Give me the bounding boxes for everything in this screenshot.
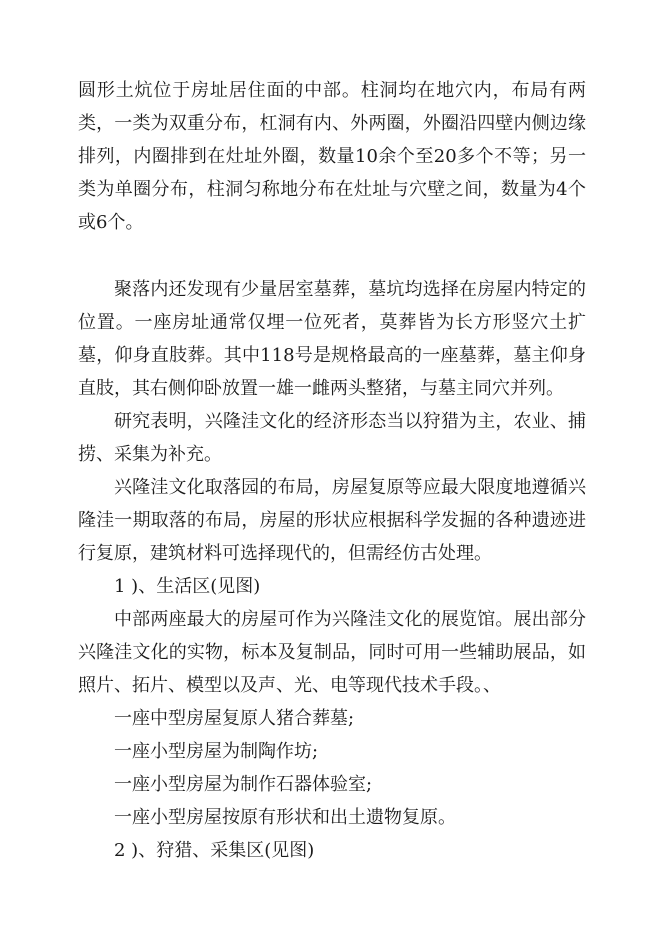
list-item-pottery-workshop: 一座小型房屋为制陶作坊; <box>114 741 319 762</box>
document-page <box>78 74 586 867</box>
list-item-burial-house: 一座中型房屋复原人猪合葬墓; <box>114 708 355 729</box>
list-item-original-restoration: 一座小型房屋按原有形状和出土遗物复原。 <box>114 807 456 828</box>
paragraph-economy: 研究表明，兴隆洼文化的经济形态当以狩猎为主，农业、捕捞、采集为补充。 <box>78 411 586 465</box>
list-item-stone-tool-room: 一座小型房屋为制作石器体验室; <box>114 774 373 795</box>
section-heading-living-area: 1 )、生活区(见图) <box>114 576 261 597</box>
paragraph-exhibition-hall: 中部两座最大的房屋可作为兴隆洼文化的展览馆。展出部分兴隆洼文化的实物，标本及复制品，同时可用一些辅助展品，如照片、拓片、模型以及声、光、电等现代技术手段。、 <box>78 609 586 696</box>
section-heading-hunting-area: 2 )、狩猎、采集区(见图) <box>114 840 315 861</box>
paragraph-burials: 聚落内还发现有少量居室墓葬，墓坑均选择在房屋内特定的位置。一座房址通常仅埋一位死者，莫葬皆为长方形竖穴土扩墓，仰身直肢葬。其中118号是规格最高的一座墓葬，墓主仰身直肢，其右侧仰卧放置一雄一雌两头整猪，与墓主同穴并列。 <box>78 279 586 399</box>
paragraph-dwelling-layout: 圆形土炕位于房址居住面的中部。柱洞均在地穴内，布局有两类，一类为双重分布，杠洞有内、外两圈，外圈沿四壁内侧边缘排列，内圈排到在灶址外圈，数量10余个至20多个不等；另一类为单圈分布，柱洞匀称地分布在灶址与穴壁之间，数量为4个或6个。 <box>78 80 586 233</box>
paragraph-settlement-restoration: 兴隆洼文化取落园的布局，房屋复原等应最大限度地遵循兴隆洼一期取落的布局，房屋的形状应根据科学发掘的各种遗迹进行复原，建筑材料可选择现代的，但需经仿古处理。 <box>78 477 586 564</box>
